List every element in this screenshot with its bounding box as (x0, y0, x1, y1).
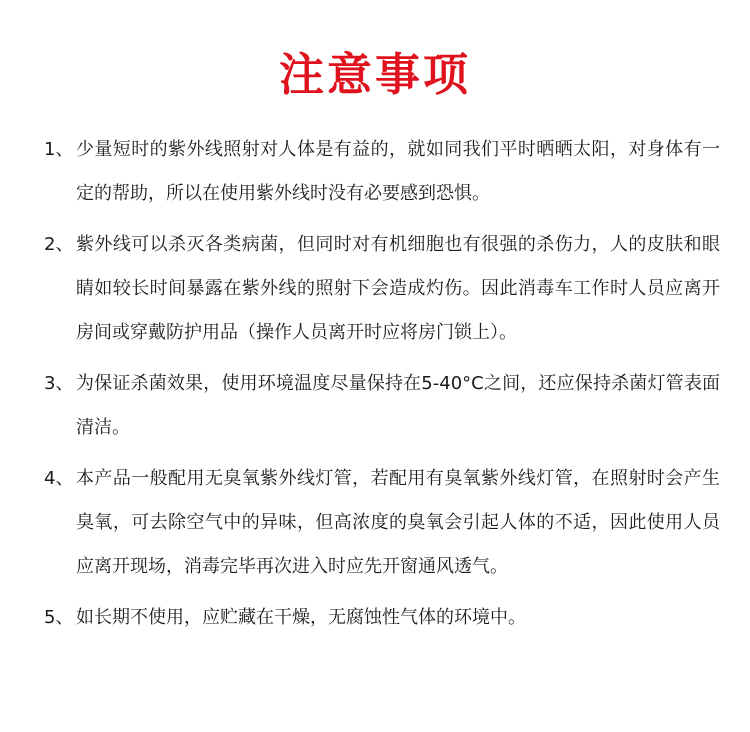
note-number: 3、 (44, 373, 74, 394)
note-item-3 (0, 362, 750, 450)
note-number: 2、 (44, 234, 74, 255)
notes-list (0, 128, 750, 647)
note-number: 1、 (44, 139, 74, 160)
note-text: 为保证杀菌效果，使用环境温度尽量保持在5-40°C之间，还应保持杀菌灯管表面清洁。 (76, 373, 720, 438)
note-item-1 (0, 128, 750, 216)
note-text: 紫外线可以杀灭各类病菌，但同时对有机细胞也有很强的杀伤力，人的皮肤和眼睛如较长时间暴露在紫外线的照射下会造成灼伤。因此消毒车工作时人员应离开房间或穿戴防护用品（操作人员离开时应将房门锁上）。 (76, 234, 720, 343)
note-text: 如长期不使用，应贮藏在干燥，无腐蚀性气体的环境中。 (76, 607, 526, 628)
note-item-5 (0, 596, 750, 640)
note-item-4 (0, 457, 750, 589)
note-text: 本产品一般配用无臭氧紫外线灯管，若配用有臭氧紫外线灯管，在照射时会产生臭氧，可去除空气中的异味，但高浓度的臭氧会引起人体的不适，因此使用人员应离开现场，消毒完毕再次进入时应先开窗通风透气。 (76, 468, 720, 577)
note-number: 5、 (44, 607, 74, 628)
note-text: 少量短时的紫外线照射对人体是有益的，就如同我们平时晒晒太阳，对身体有一定的帮助，所以在使用紫外线时没有必要感到恐惧。 (76, 139, 720, 204)
note-item-2 (0, 223, 750, 355)
note-number: 4、 (44, 468, 74, 489)
page-title: 注意事项 (278, 48, 471, 102)
